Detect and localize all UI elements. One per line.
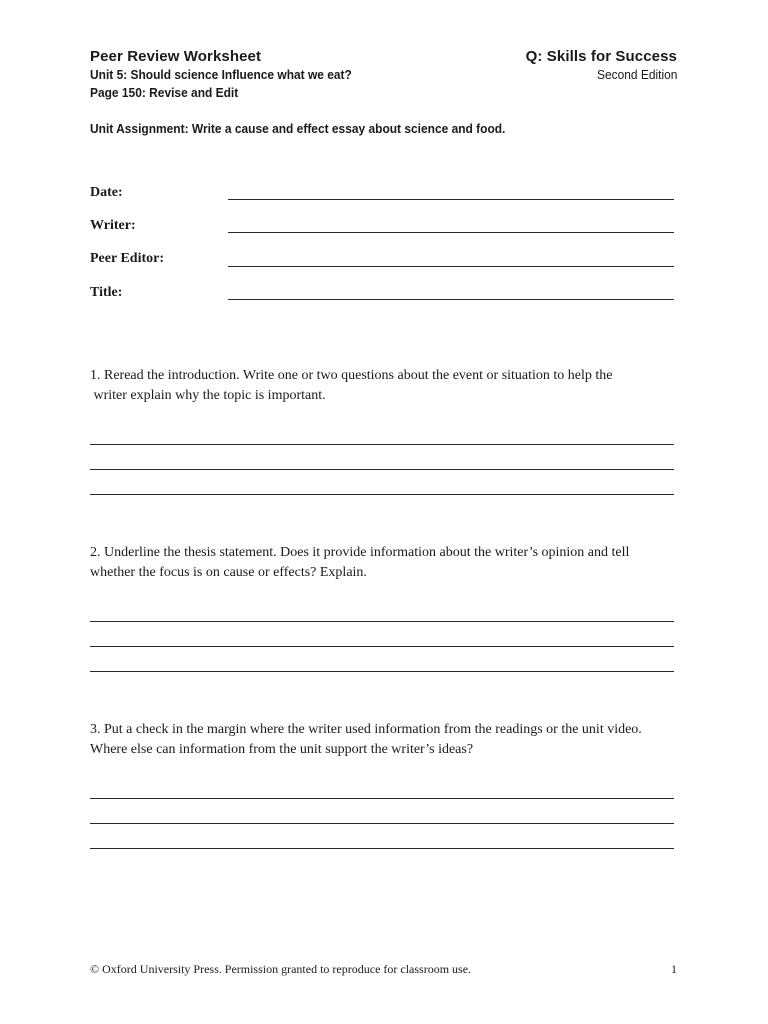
answer-line[interactable] xyxy=(90,671,674,672)
date-line[interactable] xyxy=(228,199,674,200)
brand-title: Q: Skills for Success xyxy=(525,48,677,65)
title-line[interactable] xyxy=(228,299,674,300)
date-label: Date: xyxy=(90,185,123,200)
answer-line[interactable] xyxy=(90,798,674,799)
question-3 xyxy=(90,720,685,760)
answer-line[interactable] xyxy=(90,646,674,647)
question-1-line-2: writer explain why the topic is important. xyxy=(90,388,326,403)
answer-line[interactable] xyxy=(90,621,674,622)
answer-line[interactable] xyxy=(90,444,674,445)
page-number: 1 xyxy=(671,962,677,976)
question-1 xyxy=(90,366,685,406)
answer-line[interactable] xyxy=(90,823,674,824)
question-2-line-1: 2. Underline the thesis statement. Does it provide information about the writer’s opinion and tell xyxy=(90,545,630,560)
worksheet-title: Peer Review Worksheet xyxy=(90,48,262,65)
peer-editor-line[interactable] xyxy=(228,266,674,267)
question-2-line-2: whether the focus is on cause or effects? Explain. xyxy=(90,565,367,580)
edition-label: Second Edition xyxy=(596,67,677,82)
peer-editor-label: Peer Editor: xyxy=(90,251,164,266)
question-2 xyxy=(90,543,685,583)
writer-line[interactable] xyxy=(228,232,674,233)
copyright-notice: © Oxford University Press. Permission granted to reproduce for classroom use. xyxy=(90,962,472,976)
page-reference: Page 150: Revise and Edit xyxy=(90,85,239,100)
question-1-line-1: 1. Reread the introduction. Write one or two questions about the event or situation to help the xyxy=(90,368,613,383)
writer-label: Writer: xyxy=(90,218,136,233)
answer-line[interactable] xyxy=(90,848,674,849)
question-3-line-1: 3. Put a check in the margin where the writer used information from the readings or the unit video. xyxy=(90,722,642,737)
unit-assignment: Unit Assignment: Write a cause and effect essay about science and food. xyxy=(90,121,506,136)
question-3-line-2: Where else can information from the unit support the writer’s ideas? xyxy=(90,742,474,757)
unit-title: Unit 5: Should science Influence what we eat? xyxy=(90,67,352,82)
answer-line[interactable] xyxy=(90,469,674,470)
title-label: Title: xyxy=(90,285,123,300)
answer-line[interactable] xyxy=(90,494,674,495)
